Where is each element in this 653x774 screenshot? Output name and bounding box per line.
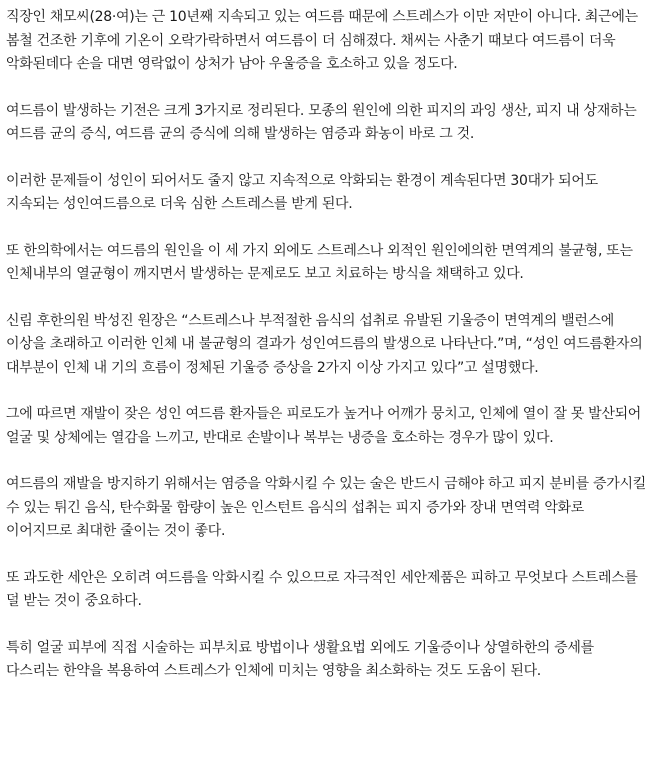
paragraph-8: 또 과도한 세안은 오히려 여드름을 악화시킬 수 있으므로 자극적인 세안제품은 피하고 무엇보다 스트레스를 덜 받는 것이 중요하다. — [6, 569, 638, 609]
paragraph-6: 그에 따르면 재발이 잦은 성인 여드름 환자들은 피로도가 높거나 어깨가 뭉치고, 인체에 열이 잘 못 발산되어 얼굴 및 상체에는 열감을 느끼고, 반대로 손발이나 복부는 냉증을 호소하는 경우가 많이 있다. — [6, 406, 642, 446]
paragraph-7: 여드름의 재발을 방지하기 위해서는 염증을 악화시킬 수 있는 술은 반드시 금해야 하고 피지 분비를 증가시킬 수 있는 튀긴 음식, 탄수화물 함량이 높은 인스턴트 음식의 섭취는 피지 증가와 장내 면역력 악화로 이어지므로 최대한 줄이는 것이 좋다. — [6, 476, 646, 539]
paragraph-9: 특히 얼굴 피부에 직접 시술하는 피부치료 방법이나 생활요법 외에도 기울증이나 상열하한의 증세를 다스리는 한약을 복용하여 스트레스가 인체에 미치는 영향을 최소화하는 것도 도움이 된다. — [6, 639, 594, 679]
paragraph-2: 여드름이 발생하는 기전은 크게 3가지로 정리된다. 모종의 원인에 의한 피지의 과잉 생산, 피지 내 상재하는 여드름 균의 증식, 여드름 균의 증식에 의해 발생하는 염증과 화농이 바로 그 것. — [6, 102, 637, 142]
paragraph-4: 또 한의학에서는 여드름의 원인을 이 세 가지 외에도 스트레스나 외적인 원인에의한 면역계의 불균형, 또는 인체내부의 열균형이 깨지면서 발생하는 문제로도 보고 치료하는 방식을 채택하고 있다. — [6, 242, 633, 282]
paragraph-1: 직장인 채모씨(28·여)는 근 10년째 지속되고 있는 여드름 때문에 스트레스가 이만 저만이 아니다. 최근에는 봄철 건조한 기후에 기온이 오락가락하면서 여드름이 더 심해졌다. 채씨는 사춘기 때보다 여드름이 더욱 악화된데다 손을 대면 영락없이 상처가 남아 우울증을 호소하고 있을 정도다. — [6, 9, 638, 72]
paragraph-3: 이러한 문제들이 성인이 되어서도 줄지 않고 지속적으로 악화되는 환경이 계속된다면 30대가 되어도 지속되는 성인여드름으로 더욱 심한 스트레스를 받게 된다. — [6, 172, 598, 212]
paragraph-5: 신림 후한의원 박성진 원장은 “스트레스나 부적절한 음식의 섭취로 유발된 기울증이 면역계의 밸런스에 이상을 초래하고 이러한 인체 내 불균형의 결과가 성인여드름의 발생으로 나타난다.”며, “성인 여드름환자의 대부분이 인체 내 기의 흐름이 정체된 기울증 증상을 2가지 이상 가지고 있다”고 설명했다. — [6, 312, 643, 376]
